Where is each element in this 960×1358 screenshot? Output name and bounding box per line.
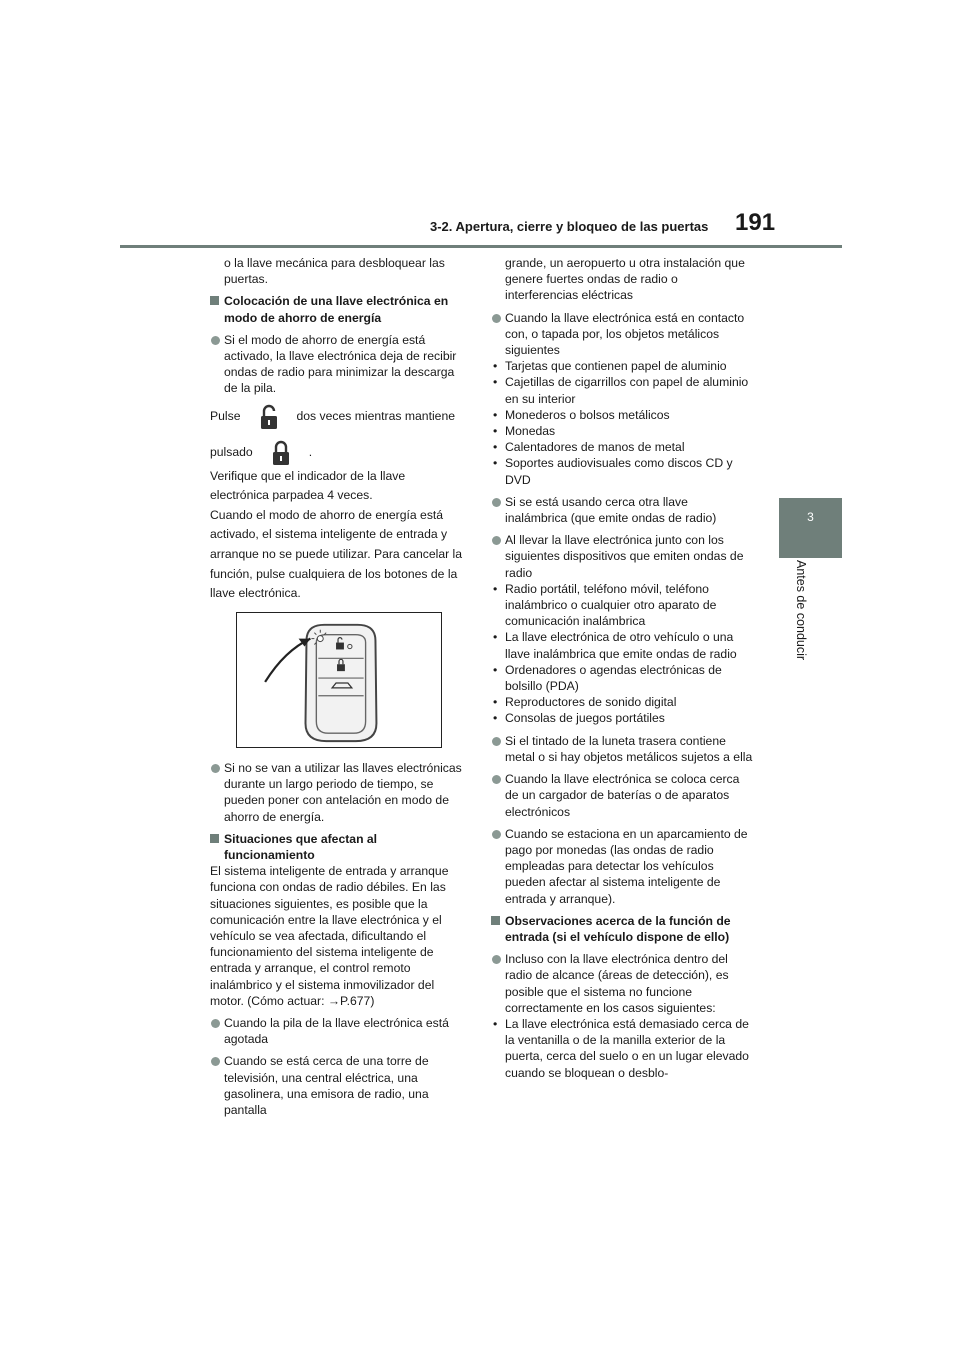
electronic-key-illustration [236,612,442,748]
energy-saving-instructions [210,403,466,604]
bullet-range: Incluso con la llave electrónica dentro del radio de alcance (áreas de detección), es posible que el sistema no funcione correctamente en los casos siguientes: [491,951,753,1016]
bullet-long-period: Si no se van a utilizar las llaves electrónicas durante un largo periodo de tiempo, se pueden poner con antelación en modo de ahorro de energía. [210,760,466,825]
bullet-metal-contact: Cuando la llave electrónica está en contacto con, o tapada por, los objetos metálicos siguientes [491,310,753,359]
device-item: • Reproductores de sonido digital [491,694,753,710]
range-item: • La llave electrónica está demasiado cerca de la ventanilla o de la manilla exterior de la puerta, cerca del suelo o en un lugar elevado cuando se bloquean o desblo- [491,1016,753,1081]
bullet-battery: Cuando la pila de la llave electrónica está agotada [210,1015,466,1047]
bullet-charger: Cuando la llave electrónica se coloca cerca de un cargador de baterías o de aparatos electrónicos [491,771,753,820]
held-prefix: pulsado [210,444,253,459]
press-suffix: dos veces mientras mantiene [296,408,456,423]
heading-situations: Situaciones que afectan al funcionamiento [210,831,466,863]
bullet-energy-saving: Si el modo de ahorro de energía está activado, la llave electrónica deja de recibir ondas de radio para minimizar la descarga de la pila. [210,332,466,397]
tower-continuation: grande, un aeropuerto u otra instalación que genere fuertes ondas de radio o interferencias eléctricas [505,256,745,303]
bullet-tint: Si el tintado de la luneta trasera contiene metal o si hay objetos metálicos sujetos a ella [491,733,753,765]
press-prefix: Pulse [210,408,241,423]
verify-text: Verifique que el indicador de la llave electrónica parpadea 4 veces. [210,468,406,503]
left-column [210,255,466,1118]
page-number: 191 [735,209,776,236]
metal-item: • Cajetillas de cigarrillos con papel de aluminio en su interior [491,374,753,406]
bullet-other-key: Si se está usando cerca otra llave inalámbrica (que emite ondas de radio) [491,494,753,526]
lock-icon [267,439,295,467]
device-item: • Ordenadores o agendas electrónicas de bolsillo (PDA) [491,662,753,694]
metal-item: • Soportes audiovisuales como discos CD y DVD [491,455,753,487]
metal-item: • Monederos o bolsos metálicos [491,407,753,423]
press-line [210,403,466,431]
unlock-icon [255,403,283,431]
situations-intro: El sistema inteligente de entrada y arranque funciona con ondas de radio débiles. En las situaciones siguientes, es posible que la comunicación entre la llave electrónica y el vehículo se vea afectada, dificultando el funcionamiento del sistema inteligente de entrada y arranque, el control remoto inalámbrico y el sistema inmovilizador del motor. (Cómo actuar: →P.677) [210,864,449,1008]
heading-entry: Observaciones acerca de la función de entrada (si el vehículo dispone de ello) [491,913,753,945]
heading-energy-saving: Colocación de una llave electrónica en modo de ahorro de energía [210,293,466,325]
bullet-devices: Al llevar la llave electrónica junto con los siguientes dispositivos que emiten ondas de radio [491,532,753,581]
cancel-text: Cuando el modo de ahorro de energía está activado, el sistema inteligente de entrada y arranque no se puede utilizar. Para cancelar la función, pulse cualquiera de los botones de la llave electrónica. [210,507,463,601]
metal-item: • Tarjetas que contienen papel de aluminio [491,358,753,374]
held-suffix: . [308,444,313,459]
chapter-tab [779,498,842,558]
bullet-parking: Cuando se estaciona en un aparcamiento de pago por monedas (las ondas de radio empleadas para detectar los vehículos pueden afectar al sistema inteligente de entrada y arranque). [491,826,753,907]
held-line [210,439,466,467]
metal-item: • Calentadores de manos de metal [491,439,753,455]
device-item: • Radio portátil, teléfono móvil, teléfono inalámbrico o cualquier otro aparato de comunicación inalámbrica [491,581,753,630]
header-rule [120,245,842,248]
chapter-number: 3 [807,510,814,524]
device-item: • La llave electrónica de otro vehículo o una llave inalámbrica que emite ondas de radio [491,629,753,661]
section-title: 3-2. Apertura, cierre y bloqueo de las puertas [430,219,709,234]
intro-continuation: o la llave mecánica para desbloquear las puertas. [224,256,445,287]
chapter-title: Antes de conducir [794,560,808,661]
bullet-tower: Cuando se está cerca de una torre de televisión, una central eléctrica, una gasolinera, una emisora de radio, una pantalla [210,1053,466,1118]
right-column [491,255,753,1081]
device-item: • Consolas de juegos portátiles [491,710,753,726]
metal-item: • Monedas [491,423,753,439]
